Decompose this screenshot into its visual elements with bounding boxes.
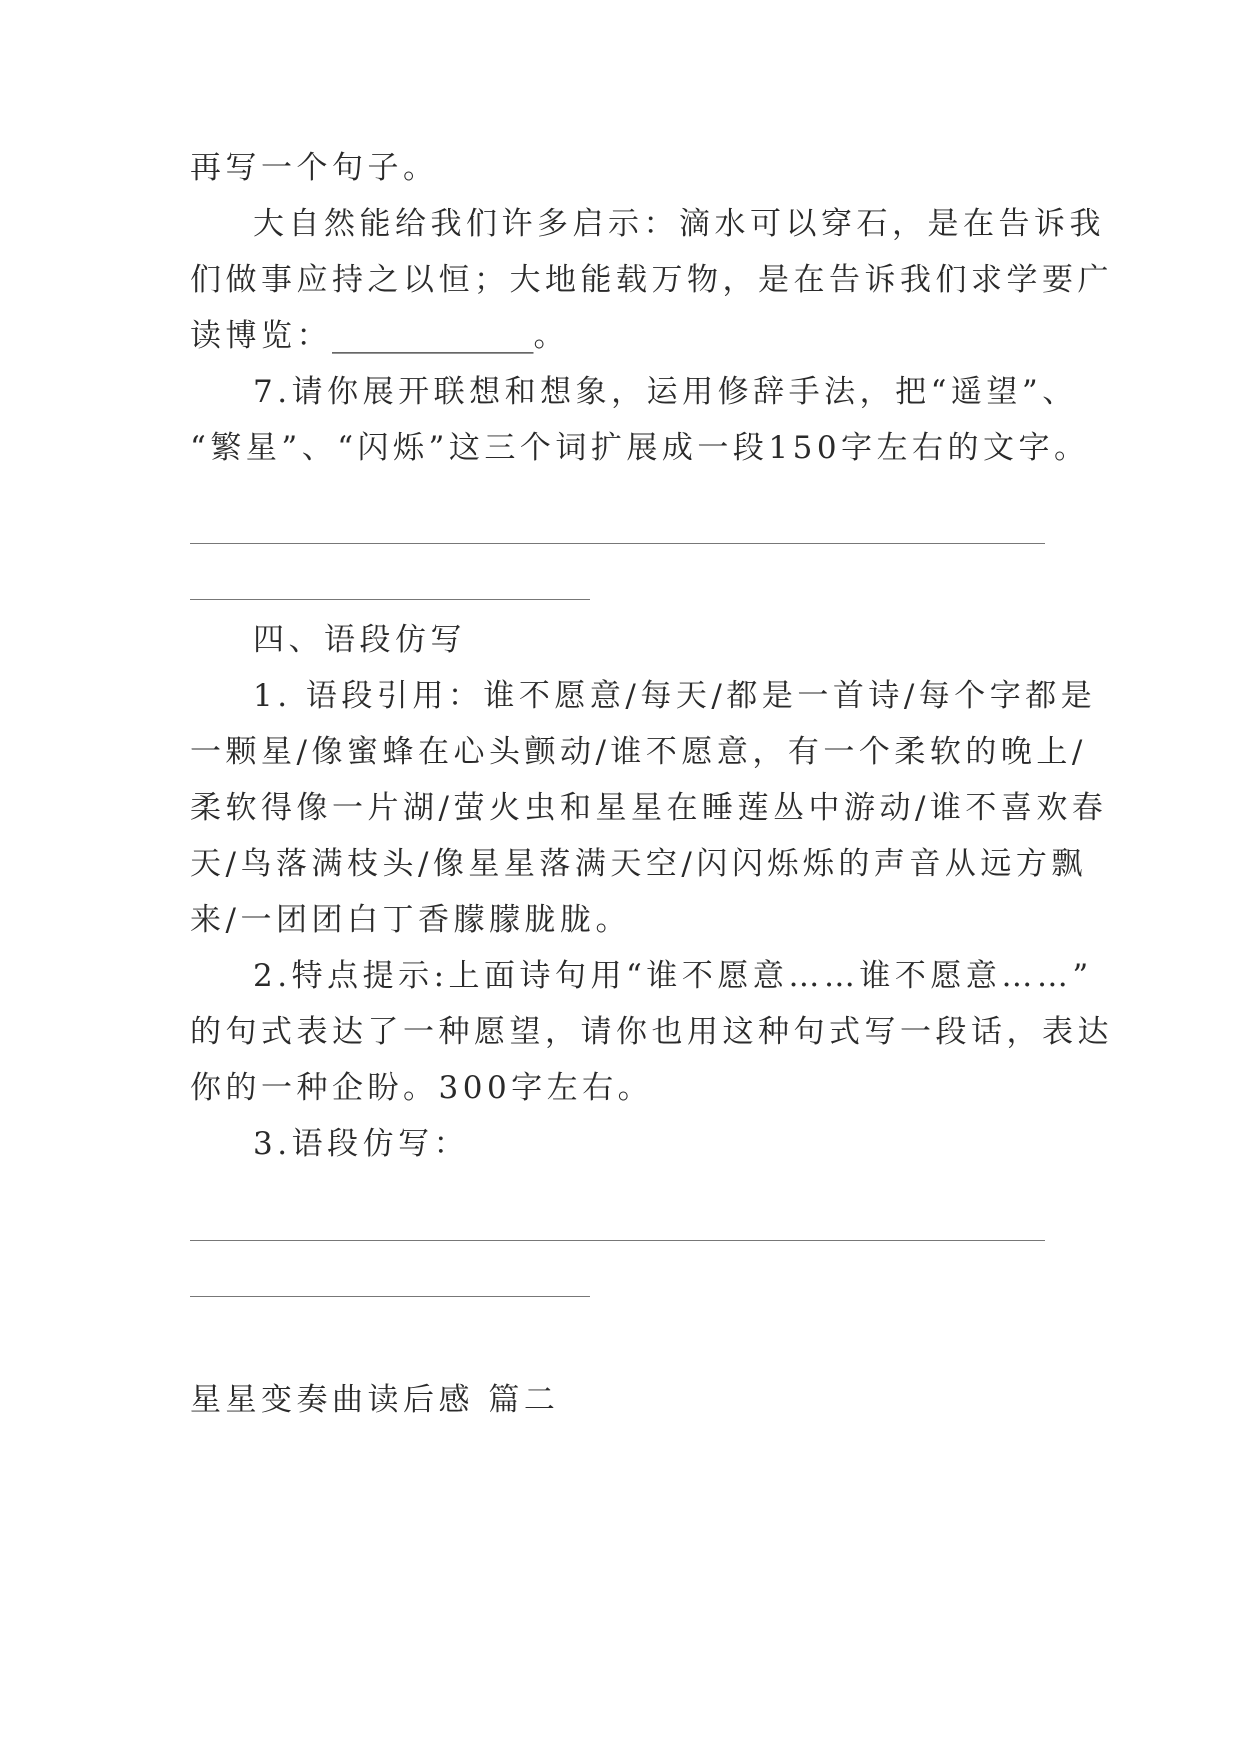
question-7: 7.请你展开联想和想象，运用修辞手法，把“遥望”、	[253, 374, 1078, 410]
answer-line	[190, 599, 590, 600]
answer-line	[190, 1296, 590, 1297]
text-line: 们做事应持之以恒；大地能载万物，是在告诉我们求学要广	[190, 262, 1113, 298]
answer-line	[190, 543, 1045, 544]
question-1: 1. 语段引用：谁不愿意/每天/都是一首诗/每个字都是	[253, 678, 1097, 714]
text-line: 一颗星/像蜜蜂在心头颤动/谁不愿意，有一个柔软的晚上/	[190, 734, 1087, 770]
text-line: “繁星”、“闪烁”这三个词扩展成一段150字左右的文字。	[190, 430, 1090, 466]
text-line: 来/一团团白丁香朦朦胧胧。	[190, 902, 631, 938]
text-line: 你的一种企盼。300字左右。	[190, 1070, 654, 1106]
text-line: 的句式表达了一种愿望，请你也用这种句式写一段话，表达	[190, 1014, 1113, 1050]
text-line: 天/鸟落满枝头/像星星落满天空/闪闪烁烁的声音从远方飘	[190, 846, 1087, 882]
text-line: 柔软得像一片湖/萤火虫和星星在睡莲丛中游动/谁不喜欢春	[190, 790, 1108, 826]
section-heading: 四、语段仿写	[253, 622, 466, 658]
text-fragment: 。	[533, 318, 569, 354]
answer-line	[190, 1240, 1045, 1241]
text-line: 大自然能给我们许多启示：滴水可以穿石，是在告诉我	[253, 206, 1105, 242]
section-title: 星星变奏曲读后感 篇二	[190, 1382, 560, 1418]
question-2: 2.特点提示:上面诗句用“谁不愿意……谁不愿意……”	[253, 958, 1093, 994]
question-3: 3.语段仿写：	[253, 1126, 470, 1162]
text-fragment: 读博览：	[190, 318, 332, 354]
fill-in-blank: _____________	[332, 318, 534, 354]
text-line: 再写一个句子。	[190, 150, 439, 186]
text-line-with-blank	[190, 316, 569, 356]
